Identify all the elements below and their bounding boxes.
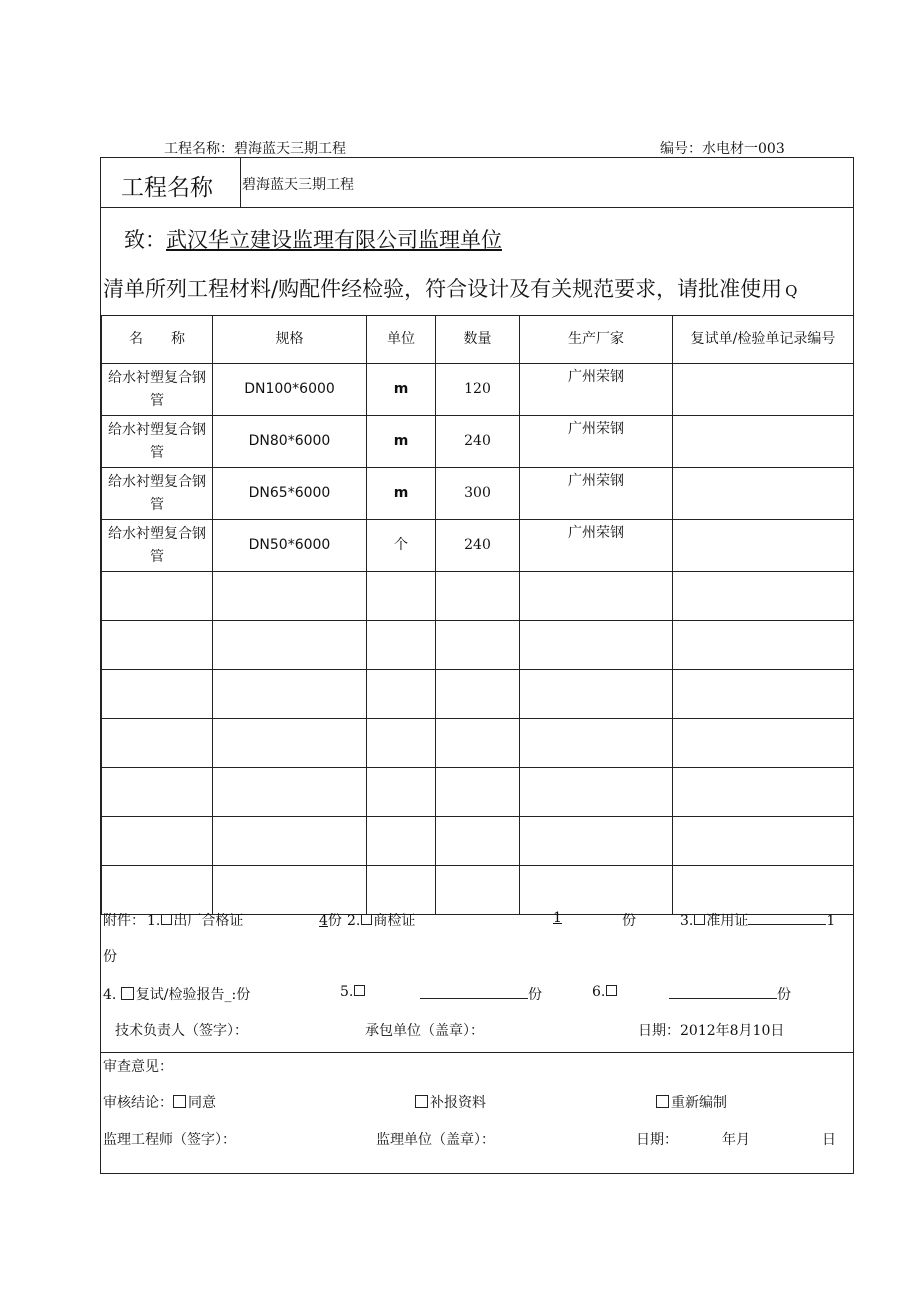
empty-cell[interactable]	[673, 768, 854, 817]
empty-cell[interactable]	[213, 768, 367, 817]
submission-date: 日期：2012年8月10日	[638, 1023, 785, 1039]
empty-cell[interactable]	[367, 621, 436, 670]
attachment-2: 2. 商检证	[347, 913, 416, 929]
checkbox-icon[interactable]	[361, 914, 372, 925]
empty-cell[interactable]	[213, 621, 367, 670]
tech-lead-signature: 技术负责人（签字）：	[115, 1023, 248, 1039]
empty-cell[interactable]	[673, 719, 854, 768]
material-spec: DN80*6000	[213, 416, 367, 468]
empty-cell[interactable]	[520, 572, 673, 621]
col-header-spec: 规格	[213, 316, 367, 364]
empty-cell[interactable]	[213, 817, 367, 866]
attachment-3: 3. 准用证 1	[680, 910, 835, 930]
materials-table	[101, 315, 854, 915]
empty-cell[interactable]	[102, 719, 213, 768]
attachment-2-count: 1	[553, 910, 562, 926]
table-row	[102, 416, 854, 468]
empty-cell[interactable]	[673, 817, 854, 866]
material-qty: 120	[436, 364, 520, 416]
review-date-day: 日	[822, 1132, 836, 1148]
table-row	[102, 520, 854, 572]
empty-cell[interactable]	[367, 817, 436, 866]
empty-cell[interactable]	[367, 719, 436, 768]
empty-cell[interactable]	[436, 768, 520, 817]
material-unit: m	[367, 364, 436, 416]
empty-cell[interactable]	[673, 866, 854, 915]
col-header-qty: 数量	[436, 316, 520, 364]
declaration: 清单所列工程材料/购配件经检验，符合设计及有关规范要求，请批准使用 Q	[103, 277, 798, 301]
title-divider	[240, 157, 241, 207]
empty-cell[interactable]	[436, 621, 520, 670]
empty-cell[interactable]	[520, 621, 673, 670]
project-title-label: 工程名称	[121, 175, 213, 201]
attachment-1: 1. 出厂合格证	[147, 913, 244, 929]
empty-cell[interactable]	[102, 866, 213, 915]
table-row-empty	[102, 866, 854, 915]
empty-cell[interactable]	[520, 670, 673, 719]
table-header-row	[102, 316, 854, 364]
review-opinion-label: 审查意见：	[103, 1059, 173, 1075]
table-row	[102, 364, 854, 416]
project-name-header: 工程名称：碧海蓝天三期工程	[164, 141, 346, 157]
empty-cell[interactable]	[673, 572, 854, 621]
attachment-2-unit: 份	[622, 913, 636, 929]
empty-cell[interactable]	[520, 817, 673, 866]
empty-cell[interactable]	[367, 572, 436, 621]
table-row-empty	[102, 572, 854, 621]
material-record	[673, 520, 854, 572]
attachment-1-count: 4份	[319, 913, 342, 929]
attachment-5-blank[interactable]	[420, 984, 528, 999]
empty-cell[interactable]	[213, 719, 367, 768]
supervisor-seal: 监理单位（盖章）：	[376, 1132, 495, 1148]
col-header-name: 名 称	[102, 316, 213, 364]
empty-cell[interactable]	[673, 621, 854, 670]
table-row-empty	[102, 768, 854, 817]
empty-cell[interactable]	[213, 572, 367, 621]
table-row-empty	[102, 817, 854, 866]
material-unit: m	[367, 468, 436, 520]
form-code: 编号：水电材一003	[660, 141, 785, 157]
attachment-4: 4. 复试/检验报告_:份	[103, 987, 251, 1003]
material-spec: DN100*6000	[213, 364, 367, 416]
material-record	[673, 416, 854, 468]
material-qty: 240	[436, 416, 520, 468]
material-record	[673, 364, 854, 416]
attachment-3-blank[interactable]	[748, 910, 826, 925]
attachments-label: 附件：	[103, 913, 145, 929]
empty-cell[interactable]	[436, 719, 520, 768]
checkbox-icon[interactable]	[656, 1095, 669, 1108]
table-row-empty	[102, 719, 854, 768]
checkbox-icon[interactable]	[161, 914, 172, 925]
material-qty: 240	[436, 520, 520, 572]
attachment-5-count: 份	[420, 984, 542, 1004]
option-supplement: 补报资料	[415, 1092, 486, 1112]
empty-cell[interactable]	[673, 670, 854, 719]
project-title-value: 碧海蓝天三期工程	[242, 177, 354, 193]
empty-cell[interactable]	[520, 768, 673, 817]
material-maker: 广州荣钢	[520, 364, 673, 416]
table-row	[102, 468, 854, 520]
attachment-6: 6.	[592, 984, 618, 1000]
checkbox-icon[interactable]	[173, 1095, 186, 1108]
empty-cell[interactable]	[436, 817, 520, 866]
material-name: 给水衬塑复合钢管	[102, 364, 213, 416]
checkbox-icon[interactable]	[121, 987, 134, 1000]
checkbox-icon[interactable]	[606, 985, 617, 996]
empty-cell[interactable]	[367, 768, 436, 817]
material-name: 给水衬塑复合钢管	[102, 416, 213, 468]
attachment-5: 5.	[340, 984, 366, 1000]
empty-cell[interactable]	[520, 866, 673, 915]
checkbox-icon[interactable]	[354, 985, 365, 996]
table-row-empty	[102, 621, 854, 670]
material-record	[673, 468, 854, 520]
material-unit: m	[367, 416, 436, 468]
material-unit: 个	[367, 520, 436, 572]
contractor-seal: 承包单位（盖章）：	[365, 1023, 484, 1039]
addressee: 致：武汉华立建设监理有限公司监理单位	[124, 228, 502, 252]
empty-cell[interactable]	[436, 670, 520, 719]
table-row-empty	[102, 670, 854, 719]
material-spec: DN65*6000	[213, 468, 367, 520]
material-name: 给水衬塑复合钢管	[102, 520, 213, 572]
empty-cell[interactable]	[436, 866, 520, 915]
review-date-label: 日期：	[636, 1132, 678, 1148]
col-header-maker: 生产厂家	[520, 316, 673, 364]
empty-cell[interactable]	[367, 670, 436, 719]
option-recompile: 重新编制	[656, 1092, 727, 1112]
attachment-6-blank[interactable]	[669, 984, 777, 999]
material-spec: DN50*6000	[213, 520, 367, 572]
col-header-unit: 单位	[367, 316, 436, 364]
supervision-unit: 武汉华立建设监理有限公司监理单位	[166, 228, 502, 252]
empty-cell[interactable]	[102, 621, 213, 670]
title-row-border	[100, 207, 854, 208]
engineer-signature: 监理工程师（签字）：	[103, 1132, 236, 1148]
empty-cell[interactable]	[436, 572, 520, 621]
empty-cell[interactable]	[367, 866, 436, 915]
empty-cell[interactable]	[102, 768, 213, 817]
empty-cell[interactable]	[520, 719, 673, 768]
empty-cell[interactable]	[102, 572, 213, 621]
attachment-3-unit: 份	[103, 949, 117, 965]
col-header-record: 复试单/检验单记录编号	[673, 316, 854, 364]
empty-cell[interactable]	[102, 670, 213, 719]
attachment-6-count: 份	[669, 984, 791, 1004]
material-maker: 广州荣钢	[520, 416, 673, 468]
empty-cell[interactable]	[213, 670, 367, 719]
material-maker: 广州荣钢	[520, 468, 673, 520]
empty-cell[interactable]	[213, 866, 367, 915]
review-date-year-month: 年月	[722, 1132, 750, 1148]
empty-cell[interactable]	[102, 817, 213, 866]
material-maker: 广州荣钢	[520, 520, 673, 572]
review-section-border	[100, 1052, 854, 1053]
checkbox-icon[interactable]	[694, 914, 705, 925]
review-conclusion: 审核结论： 同意	[103, 1095, 216, 1111]
material-name: 给水衬塑复合钢管	[102, 468, 213, 520]
checkbox-icon[interactable]	[415, 1095, 428, 1108]
material-qty: 300	[436, 468, 520, 520]
